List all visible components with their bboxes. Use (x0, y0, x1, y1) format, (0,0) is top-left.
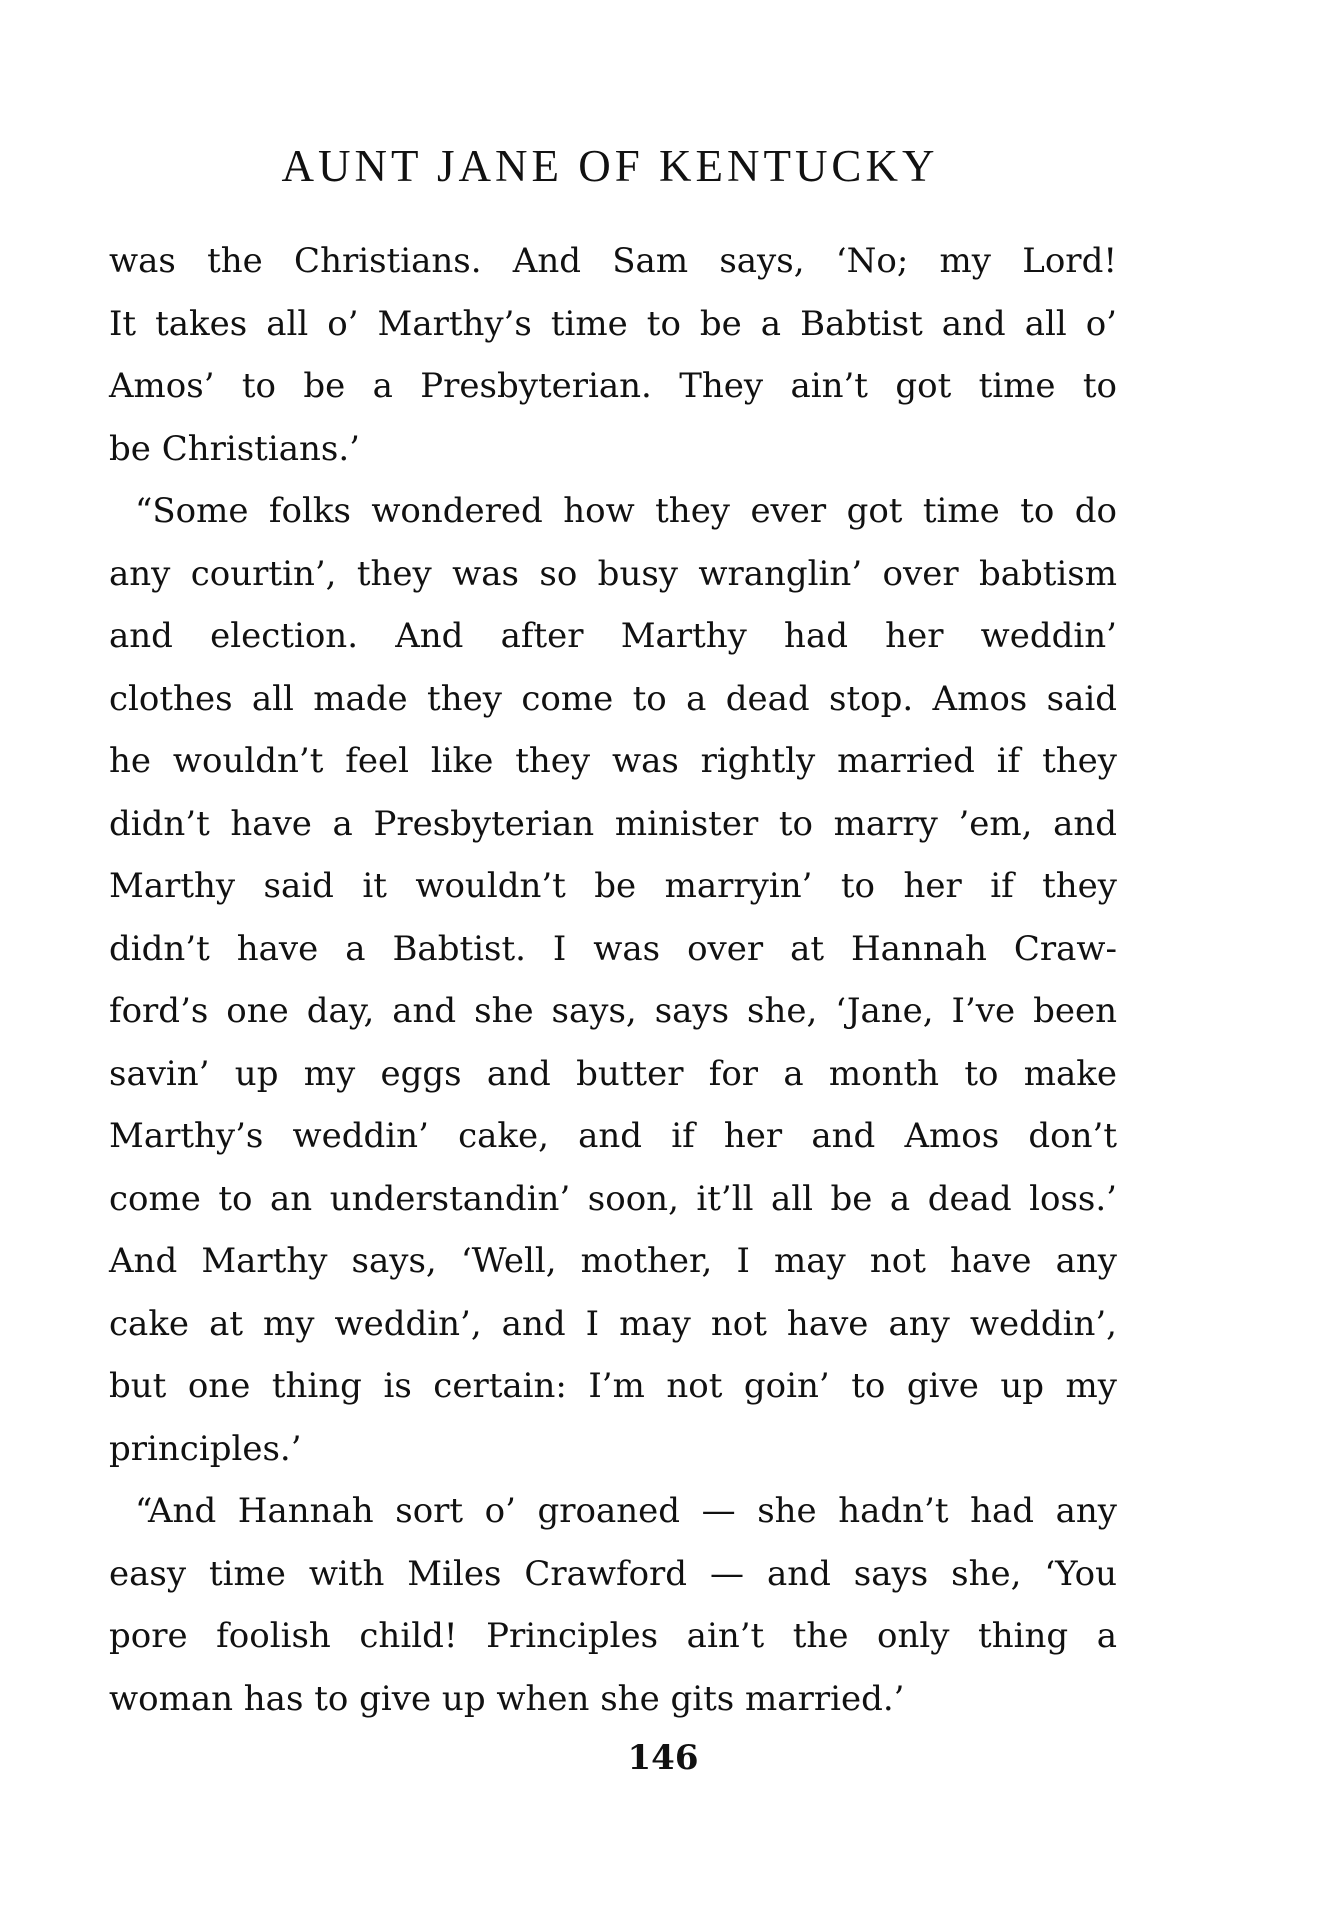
text-line: savin’ up my eggs and butter for a month to make (109, 1053, 1117, 1094)
text-line: didn’t have a Babtist. I was over at Hannah Craw- (109, 928, 1117, 969)
text-line: didn’t have a Presbyterian minister to marry ’em, and (109, 803, 1117, 844)
text-line: Marthy said it wouldn’t be marryin’ to her if they (109, 866, 1117, 906)
text-line: any courtin’, they was so busy wranglin’ over babtism (109, 553, 1117, 594)
page-number: 146 (627, 1738, 699, 1778)
text-line: It takes all o’ Marthy’s time to be a Babtist and all o’ (109, 303, 1117, 344)
text-line: be Christians.’ (109, 428, 360, 469)
text-line: pore foolish child! Principles ain’t the only thing a (109, 1616, 1117, 1656)
text-line: but one thing is certain: I’m not goin’ to give up my (109, 1366, 1117, 1406)
text-line: And Marthy says, ‘Well, mother, I may not have any (109, 1241, 1117, 1281)
text-line: and election. And after Marthy had her weddin’ (109, 616, 1117, 656)
text-line: clothes all made they come to a dead stop. Amos said (109, 678, 1117, 719)
body-text (109, 230, 1117, 1730)
text-line: was the Christians. And Sam says, ‘No; my Lord! (109, 241, 1117, 281)
text-line: come to an understandin’ soon, it’ll all be a dead loss.’ (109, 1178, 1117, 1219)
text-line: easy time with Miles Crawford — and says she, ‘You (109, 1553, 1117, 1594)
text-line: ford’s one day, and she says, says she, ‘Jane, I’ve been (109, 991, 1117, 1031)
text-line: Amos’ to be a Presbyterian. They ain’t got time to (109, 366, 1117, 406)
text-line: he wouldn’t feel like they was rightly married if they (109, 741, 1117, 781)
text-line: cake at my weddin’, and I may not have any weddin’, (109, 1303, 1117, 1344)
text-line: Marthy’s weddin’ cake, and if her and Amos don’t (109, 1116, 1117, 1156)
text-line: woman has to give up when she gits married.’ (109, 1678, 905, 1719)
running-head: AUNT JANE OF KENTUCKY (281, 141, 939, 191)
text-line: “And Hannah sort o’ groaned — she hadn’t had any (135, 1491, 1117, 1531)
text-line: principles.’ (109, 1428, 302, 1469)
text-line: “Some folks wondered how they ever got time to do (135, 491, 1117, 531)
